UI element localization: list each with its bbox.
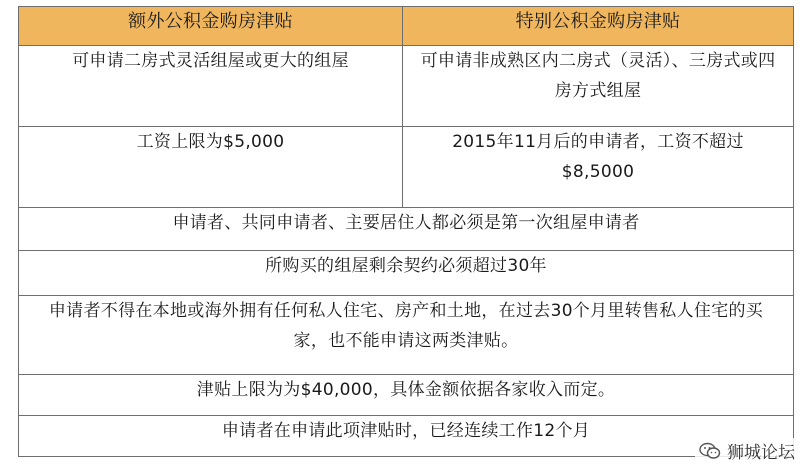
table-row bbox=[19, 46, 794, 127]
table-cell: 2015年11月后的申请者，工资不超过$8,5000 bbox=[403, 127, 794, 208]
header-cell-additional-grant: 额外公积金购房津贴 bbox=[19, 7, 403, 46]
table-cell: 可申请非成熟区内二房式（灵活）、三房式或四房方式组屋 bbox=[403, 46, 794, 127]
table-row bbox=[19, 296, 794, 375]
header-cell-special-grant: 特别公积金购房津贴 bbox=[403, 7, 794, 46]
table-row bbox=[19, 375, 794, 416]
wechat-icon bbox=[699, 442, 721, 460]
table-row bbox=[19, 127, 794, 208]
table-row bbox=[19, 251, 794, 296]
subsidy-comparison-table bbox=[18, 6, 794, 457]
table-cell-full: 申请者、共同申请者、主要居住人都必须是第一次组屋申请者 bbox=[19, 208, 794, 251]
table-row bbox=[19, 416, 794, 457]
table-cell-full: 申请者不得在本地或海外拥有任何私人住宅、房产和土地，在过去30个月里转售私人住宅的买家，也不能申请这两类津贴。 bbox=[19, 296, 794, 375]
table-cell: 工资上限为$5,000 bbox=[19, 127, 403, 208]
table-header-row bbox=[19, 7, 794, 46]
table-cell: 可申请二房式灵活组屋或更大的组屋 bbox=[19, 46, 403, 127]
table-row bbox=[19, 208, 794, 251]
table-cell-full: 申请者在申请此项津贴时，已经连续工作12个月 bbox=[19, 416, 794, 457]
watermark bbox=[695, 438, 799, 463]
table-cell-full: 津贴上限为为$40,000，具体金额依据各家收入而定。 bbox=[19, 375, 794, 416]
table-cell-full: 所购买的组屋剩余契约必须超过30年 bbox=[19, 251, 794, 296]
watermark-text: 狮城论坛 bbox=[727, 443, 795, 463]
